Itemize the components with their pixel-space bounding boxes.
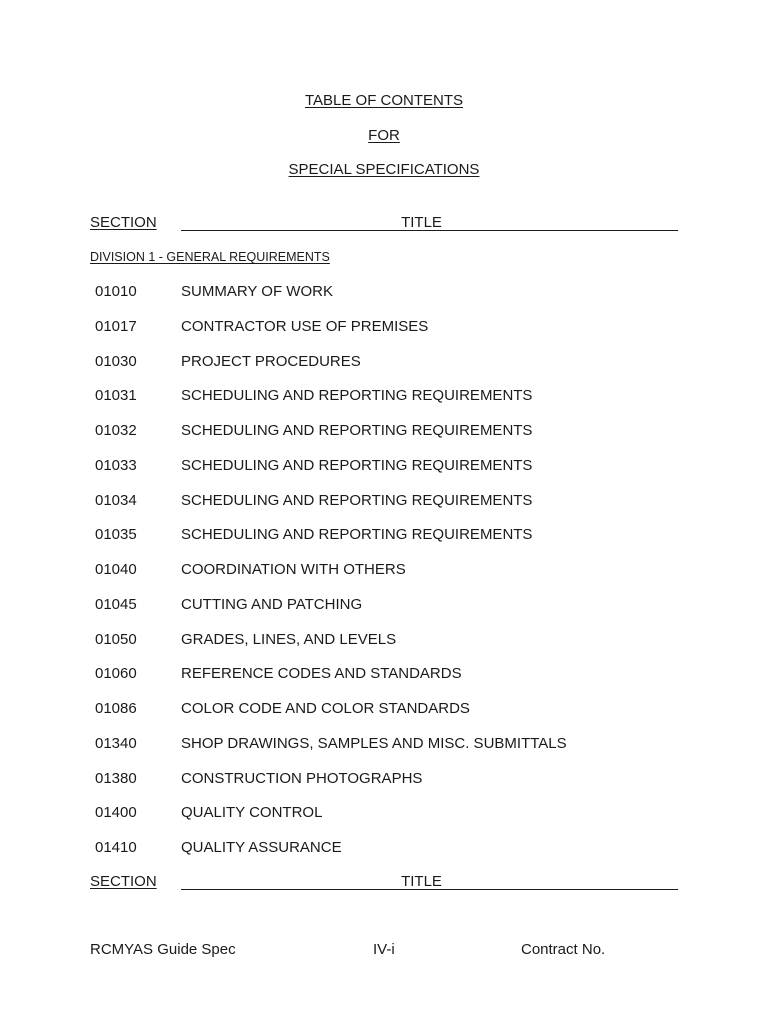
toc-entry bbox=[0, 665, 768, 685]
section-column-label: SECTION bbox=[90, 214, 157, 231]
toc-section-number: 01034 bbox=[95, 492, 137, 509]
toc-section-number: 01400 bbox=[95, 804, 137, 821]
toc-section-title: QUALITY CONTROL bbox=[181, 804, 323, 821]
toc-entry bbox=[0, 735, 768, 755]
division-heading: DIVISION 1 - GENERAL REQUIREMENTS bbox=[90, 250, 330, 264]
toc-section-number: 01060 bbox=[95, 665, 137, 682]
toc-section-number: 01340 bbox=[95, 735, 137, 752]
toc-section-title: GRADES, LINES, AND LEVELS bbox=[181, 631, 397, 648]
toc-section-number: 01033 bbox=[95, 457, 137, 474]
toc-entry bbox=[0, 700, 768, 720]
toc-section-number: 01010 bbox=[95, 283, 137, 300]
toc-section-number: 01040 bbox=[95, 561, 137, 578]
title-column-label: TITLE bbox=[401, 214, 442, 231]
footer-page-number: IV-i bbox=[373, 941, 395, 958]
toc-section-number: 01045 bbox=[95, 596, 137, 613]
title-column-label: TITLE bbox=[401, 873, 442, 890]
toc-section-title: SCHEDULING AND REPORTING REQUIREMENTS bbox=[181, 526, 533, 543]
toc-section-number: 01410 bbox=[95, 839, 137, 856]
section-column-label: SECTION bbox=[90, 873, 157, 890]
document-subtitle: SPECIAL SPECIFICATIONS bbox=[288, 161, 480, 178]
toc-entry bbox=[0, 492, 768, 512]
toc-entry bbox=[0, 387, 768, 407]
toc-section-title: PROJECT PROCEDURES bbox=[181, 353, 361, 370]
toc-entry bbox=[0, 804, 768, 824]
toc-entry bbox=[0, 770, 768, 790]
toc-entry bbox=[0, 422, 768, 442]
toc-section-title: CONSTRUCTION PHOTOGRAPHS bbox=[181, 770, 423, 787]
title-column-rule bbox=[181, 873, 678, 890]
document-title-for: FOR bbox=[368, 127, 400, 144]
column-header-bottom bbox=[90, 873, 678, 893]
toc-entry bbox=[0, 318, 768, 338]
toc-entry bbox=[0, 561, 768, 581]
toc-section-number: 01031 bbox=[95, 387, 137, 404]
toc-section-title: SUMMARY OF WORK bbox=[181, 283, 333, 300]
toc-section-title: SHOP DRAWINGS, SAMPLES AND MISC. SUBMITTALS bbox=[181, 735, 567, 752]
toc-entry bbox=[0, 526, 768, 546]
toc-section-title: CONTRACTOR USE OF PREMISES bbox=[181, 318, 429, 335]
toc-entry bbox=[0, 283, 768, 303]
toc-section-title: REFERENCE CODES AND STANDARDS bbox=[181, 665, 462, 682]
toc-section-number: 01050 bbox=[95, 631, 137, 648]
toc-section-number: 01086 bbox=[95, 700, 137, 717]
toc-section-number: 01017 bbox=[95, 318, 137, 335]
toc-entry bbox=[0, 631, 768, 651]
title-column-rule bbox=[181, 214, 678, 231]
footer-document-name: RCMYAS Guide Spec bbox=[90, 941, 236, 958]
toc-section-title: SCHEDULING AND REPORTING REQUIREMENTS bbox=[181, 422, 533, 439]
toc-section-number: 01035 bbox=[95, 526, 137, 543]
toc-section-title: CUTTING AND PATCHING bbox=[181, 596, 363, 613]
document-title: TABLE OF CONTENTS bbox=[304, 92, 464, 109]
footer-contract-label: Contract No. bbox=[521, 941, 606, 958]
toc-section-title: COORDINATION WITH OTHERS bbox=[181, 561, 406, 578]
toc-section-number: 01032 bbox=[95, 422, 137, 439]
toc-section-title: SCHEDULING AND REPORTING REQUIREMENTS bbox=[181, 387, 533, 404]
column-header-top bbox=[90, 214, 678, 234]
toc-entry bbox=[0, 457, 768, 477]
toc-entry bbox=[0, 839, 768, 859]
toc-section-title: QUALITY ASSURANCE bbox=[181, 839, 342, 856]
toc-section-title: SCHEDULING AND REPORTING REQUIREMENTS bbox=[181, 457, 533, 474]
toc-entry bbox=[0, 596, 768, 616]
toc-section-number: 01030 bbox=[95, 353, 137, 370]
toc-section-title: SCHEDULING AND REPORTING REQUIREMENTS bbox=[181, 492, 533, 509]
toc-entry bbox=[0, 353, 768, 373]
toc-section-number: 01380 bbox=[95, 770, 137, 787]
toc-section-title: COLOR CODE AND COLOR STANDARDS bbox=[181, 700, 470, 717]
